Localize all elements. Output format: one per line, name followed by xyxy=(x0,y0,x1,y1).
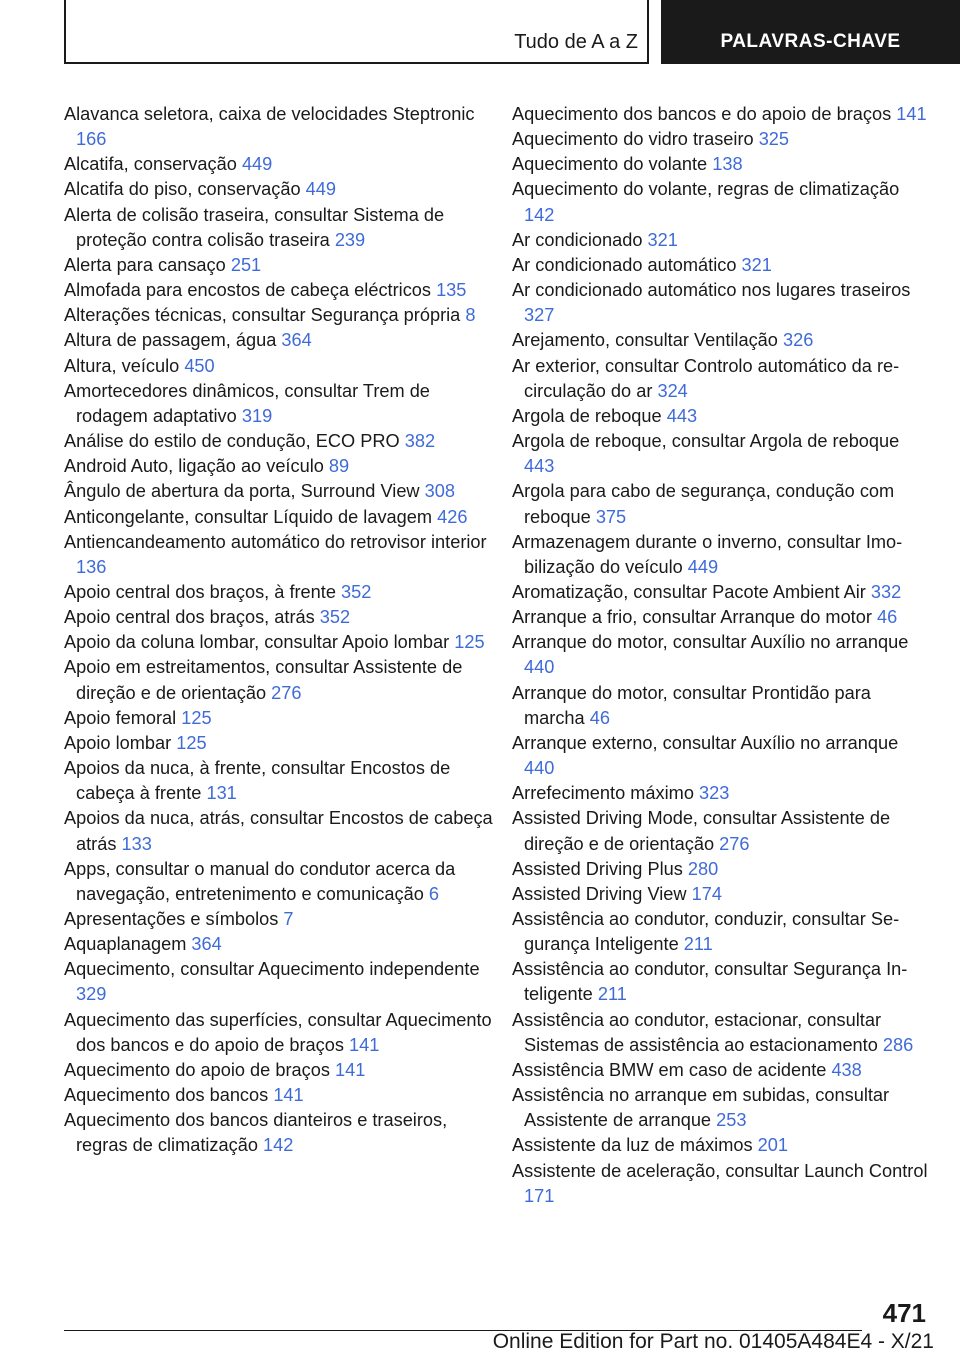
index-entry xyxy=(64,731,494,756)
index-entry xyxy=(64,177,494,202)
page-reference-link[interactable]: 327 xyxy=(524,305,555,326)
page-reference-link[interactable]: 174 xyxy=(691,883,722,904)
index-term: Assisted Driving Plus xyxy=(512,858,683,879)
index-term: Arrefecimento máximo xyxy=(512,783,694,804)
index-term: Altura, veículo xyxy=(64,355,180,376)
index-entry xyxy=(512,228,932,253)
page-reference-link[interactable]: 319 xyxy=(241,405,273,426)
page-reference-link[interactable]: 440 xyxy=(524,758,555,779)
page-reference-link[interactable]: 142 xyxy=(263,1135,294,1156)
index-column-left xyxy=(64,102,494,1159)
index-term: Android Auto, ligação ao veículo xyxy=(64,456,324,477)
index-entry xyxy=(64,253,494,278)
page-reference-link[interactable]: 133 xyxy=(121,833,152,854)
index-term: Assistência no arranque em subidas, consultar Assistente de arranque xyxy=(512,1085,890,1131)
index-entry xyxy=(64,379,494,429)
page-reference-link[interactable]: 323 xyxy=(699,783,730,804)
index-term: Apoio central dos braços, atrás xyxy=(64,607,315,628)
index-term: Aquecimento do vidro traseiro xyxy=(512,129,754,150)
index-term: Apoio central dos braços, à frente xyxy=(64,581,336,602)
index-entry xyxy=(512,152,932,177)
index-column-right xyxy=(512,102,932,1209)
index-term: Arranque do motor, consultar Auxílio no arranque xyxy=(512,632,909,653)
page-reference-link[interactable]: 382 xyxy=(404,431,436,452)
index-entry xyxy=(64,907,494,932)
header-section-title: Tudo de A a Z xyxy=(514,31,638,53)
index-entry xyxy=(64,303,494,328)
page-reference-link[interactable]: 141 xyxy=(273,1085,304,1106)
page-reference-link[interactable]: 276 xyxy=(719,833,750,854)
index-term: Ângulo de abertura da porta, Surround View xyxy=(64,481,420,502)
index-entry xyxy=(512,1008,932,1058)
page-reference-link[interactable]: 211 xyxy=(597,984,627,1005)
index-entry xyxy=(512,681,932,731)
index-term: Arranque a frio, consultar Arranque do motor xyxy=(512,607,872,628)
page-reference-link[interactable]: 449 xyxy=(687,556,719,577)
index-entry xyxy=(64,278,494,303)
page-reference-link[interactable]: 332 xyxy=(870,581,902,602)
page-reference-link[interactable]: 276 xyxy=(271,682,302,703)
index-entry xyxy=(64,454,494,479)
page-reference-link[interactable]: 352 xyxy=(341,581,372,602)
page-reference-link[interactable]: 131 xyxy=(206,783,237,804)
index-entry xyxy=(512,479,932,529)
index-entry xyxy=(64,1058,494,1083)
index-term: Assistente da luz de máximos xyxy=(512,1135,753,1156)
index-term: Argola para cabo de segurança, condução com reboque xyxy=(512,481,895,527)
index-entry xyxy=(512,530,932,580)
index-term: Alcatifa, conservação xyxy=(64,154,237,175)
page-reference-link[interactable]: 329 xyxy=(76,984,107,1005)
index-entry xyxy=(512,580,932,605)
page-reference-link[interactable]: 352 xyxy=(319,607,351,628)
index-term: Alterações técnicas, consultar Segurança própria xyxy=(64,305,461,326)
index-entry xyxy=(64,580,494,605)
index-term: Aquecimento dos bancos dianteiros e traseiros, regras de climatização xyxy=(64,1110,448,1156)
index-entry xyxy=(512,731,932,781)
page-reference-link[interactable]: 443 xyxy=(666,405,698,426)
index-entry xyxy=(512,177,932,227)
index-term: Aromatização, consultar Pacote Ambient Air xyxy=(512,581,866,602)
index-term: Apoio da coluna lombar, consultar Apoio lombar xyxy=(64,632,450,653)
index-entry xyxy=(64,957,494,1007)
index-entry xyxy=(64,1108,494,1158)
index-term: Antiencandeamento automático do retrovisor interior xyxy=(64,531,487,552)
page-reference-link[interactable]: 138 xyxy=(712,154,743,175)
index-term: Apoio femoral xyxy=(64,707,177,728)
index-term: Ar condicionado xyxy=(512,229,643,250)
index-term: Alerta de colisão traseira, consultar Sistema de proteção contra colisão traseira xyxy=(64,204,445,250)
index-term: Arranque externo, consultar Auxílio no arranque xyxy=(512,732,899,753)
index-term: Apresentações e símbolos xyxy=(64,909,279,929)
page-reference-link[interactable]: 141 xyxy=(349,1034,380,1055)
index-term: Alavanca seletora, caixa de velocidades Steptronic xyxy=(64,104,475,124)
index-term: Argola de reboque, consultar Argola de reboque xyxy=(512,431,900,452)
index-entry xyxy=(512,630,932,680)
index-term: Arranque do motor, consultar Prontidão para marcha xyxy=(512,682,871,728)
page-reference-link[interactable]: 141 xyxy=(896,104,927,124)
index-term: Assistente de aceleração, consultar Launch Control xyxy=(512,1160,928,1181)
index-entry xyxy=(512,429,932,479)
page-reference-link[interactable]: 141 xyxy=(334,1059,366,1080)
page-reference-link[interactable]: 7 xyxy=(283,909,294,929)
index-term: Argola de reboque xyxy=(512,405,662,426)
index-term: Ar condicionado automático xyxy=(512,254,737,275)
page-reference-link[interactable]: 364 xyxy=(281,330,312,351)
index-term: Assistência ao condutor, estacionar, consultar Sistemas de assistência ao estacionamento xyxy=(512,1009,882,1055)
index-entry xyxy=(64,1083,494,1108)
index-entry xyxy=(64,630,494,655)
index-entry xyxy=(64,429,494,454)
page-reference-link[interactable]: 426 xyxy=(437,506,468,527)
index-term: Amortecedores dinâmicos, consultar Trem de rodagem adaptativo xyxy=(64,380,430,426)
index-term: Aquecimento dos bancos e do apoio de braços xyxy=(512,104,892,124)
index-entry xyxy=(512,1083,932,1133)
index-entry xyxy=(512,102,932,127)
page-reference-link[interactable]: 324 xyxy=(657,380,688,401)
index-term: Altura de passagem, água xyxy=(64,330,277,351)
page-reference-link[interactable]: 364 xyxy=(191,934,222,955)
index-term: Análise do estilo de condução, ECO PRO xyxy=(64,431,400,452)
index-entry xyxy=(512,882,932,907)
page-reference-link[interactable]: 326 xyxy=(782,330,814,351)
index-term: Ar exterior, consultar Controlo automático da recirculação do ar xyxy=(512,355,900,401)
index-entry xyxy=(512,127,932,152)
page-reference-link[interactable]: 438 xyxy=(831,1059,862,1080)
page-reference-link[interactable]: 6 xyxy=(428,883,439,904)
index-entry xyxy=(64,605,494,630)
page-reference-link[interactable]: 135 xyxy=(436,280,467,301)
page-reference-link[interactable]: 125 xyxy=(454,632,485,653)
index-entry xyxy=(512,957,932,1007)
index-entry xyxy=(64,932,494,957)
index-entry xyxy=(64,530,494,580)
page-reference-link[interactable]: 286 xyxy=(882,1034,914,1055)
index-term: Assistência ao condutor, consultar Segurança Inteligente xyxy=(512,959,908,1005)
page-reference-link[interactable]: 321 xyxy=(741,254,772,275)
index-entry xyxy=(64,1008,494,1058)
index-entry xyxy=(512,1133,932,1158)
index-term: Aquecimento, consultar Aquecimento independente xyxy=(64,959,480,980)
index-entry xyxy=(512,806,932,856)
index-entry xyxy=(64,479,494,504)
page-reference-link[interactable]: 253 xyxy=(716,1110,747,1131)
index-term: Aquaplanagem xyxy=(64,934,187,955)
page-reference-link[interactable]: 46 xyxy=(876,607,898,628)
page-reference-link[interactable]: 171 xyxy=(524,1185,555,1206)
index-entry xyxy=(512,404,932,429)
index-entry xyxy=(512,253,932,278)
page-reference-link[interactable]: 251 xyxy=(230,254,262,275)
page-reference-link[interactable]: 450 xyxy=(184,355,215,376)
index-term: Almofada para encostos de cabeça eléctricos xyxy=(64,280,431,301)
page-reference-link[interactable]: 136 xyxy=(76,556,107,577)
index-term: Assistência BMW em caso de acidente xyxy=(512,1059,827,1080)
index-term: Assisted Driving Mode, consultar Assistente de direção e de orientação xyxy=(512,808,891,854)
index-entry xyxy=(64,203,494,253)
index-entry xyxy=(512,1159,932,1209)
page-number: 471 xyxy=(882,1298,926,1328)
index-entry xyxy=(512,328,932,353)
index-term: Apoio lombar xyxy=(64,732,172,753)
page-reference-link[interactable]: 201 xyxy=(757,1135,789,1156)
index-term: Aquecimento do volante, regras de climatização xyxy=(512,179,900,200)
index-term: Apoios da nuca, à frente, consultar Encostos de cabeça à frente xyxy=(64,758,451,804)
page-reference-link[interactable]: 449 xyxy=(241,154,273,175)
index-entry xyxy=(512,278,932,328)
index-term: Assisted Driving View xyxy=(512,883,687,904)
index-term: Alcatifa do piso, conservação xyxy=(64,179,301,200)
index-term: Apoios da nuca, atrás, consultar Encostos de cabeça atrás xyxy=(64,808,493,854)
index-term: Anticongelante, consultar Líquido de lavagem xyxy=(64,506,433,527)
header-chapter-tab: PALAVRAS-CHAVE xyxy=(661,0,960,64)
index-entry xyxy=(64,152,494,177)
page-reference-link[interactable]: 443 xyxy=(524,456,555,477)
index-entry xyxy=(64,756,494,806)
page-reference-link[interactable]: 239 xyxy=(334,229,366,250)
index-term: Arejamento, consultar Ventilação xyxy=(512,330,778,351)
index-entry xyxy=(64,706,494,731)
index-term: Apps, consultar o manual do condutor acerca da navegação, entretenimento e comunicação xyxy=(64,858,456,904)
index-term: Aquecimento do apoio de braços xyxy=(64,1059,330,1080)
index-entry xyxy=(64,857,494,907)
page-reference-link[interactable]: 449 xyxy=(305,179,336,200)
index-entry xyxy=(64,655,494,705)
page-reference-link[interactable]: 125 xyxy=(176,732,207,753)
index-entry xyxy=(512,605,932,630)
index-entry xyxy=(512,857,932,882)
index-term: Ar condicionado automático nos lugares traseiros xyxy=(512,280,911,301)
index-entry xyxy=(512,1058,932,1083)
index-term: Armazenagem durante o inverno, consultar Imobilização do veículo xyxy=(512,531,903,577)
index-term: Alerta para cansaço xyxy=(64,254,226,275)
index-term: Aquecimento dos bancos xyxy=(64,1085,269,1106)
page-reference-link[interactable]: 166 xyxy=(76,129,107,150)
page-reference-link[interactable]: 8 xyxy=(465,305,476,326)
index-entry xyxy=(512,907,932,957)
page-reference-link[interactable]: 125 xyxy=(181,707,212,728)
index-entry xyxy=(64,505,494,530)
index-entry xyxy=(64,806,494,856)
page-reference-link[interactable]: 280 xyxy=(687,858,719,879)
index-entry xyxy=(64,354,494,379)
page-reference-link[interactable]: 308 xyxy=(424,481,455,502)
index-entry xyxy=(512,354,932,404)
index-term: Apoio em estreitamentos, consultar Assistente de direção e de orientação xyxy=(64,657,463,703)
footer-edition-text: Online Edition for Part no. 01405A484E4 - X/21 xyxy=(492,1330,934,1353)
page-reference-link[interactable]: 440 xyxy=(524,657,555,678)
page-reference-link[interactable]: 211 xyxy=(683,934,713,955)
index-term: Assistência ao condutor, conduzir, consultar Segurança Inteligente xyxy=(512,909,900,955)
index-entry xyxy=(64,102,494,152)
page-reference-link[interactable]: 142 xyxy=(524,204,555,225)
page-reference-link[interactable]: 46 xyxy=(589,707,610,728)
index-term: Aquecimento do volante xyxy=(512,154,708,175)
index-entry xyxy=(512,781,932,806)
page-reference-link[interactable]: 325 xyxy=(758,129,790,150)
index-term: Aquecimento das superfícies, consultar Aquecimento dos bancos e do apoio de braços xyxy=(64,1009,492,1055)
page-reference-link[interactable]: 375 xyxy=(595,506,627,527)
page-reference-link[interactable]: 89 xyxy=(328,456,350,477)
index-entry xyxy=(64,328,494,353)
page-reference-link[interactable]: 321 xyxy=(647,229,678,250)
